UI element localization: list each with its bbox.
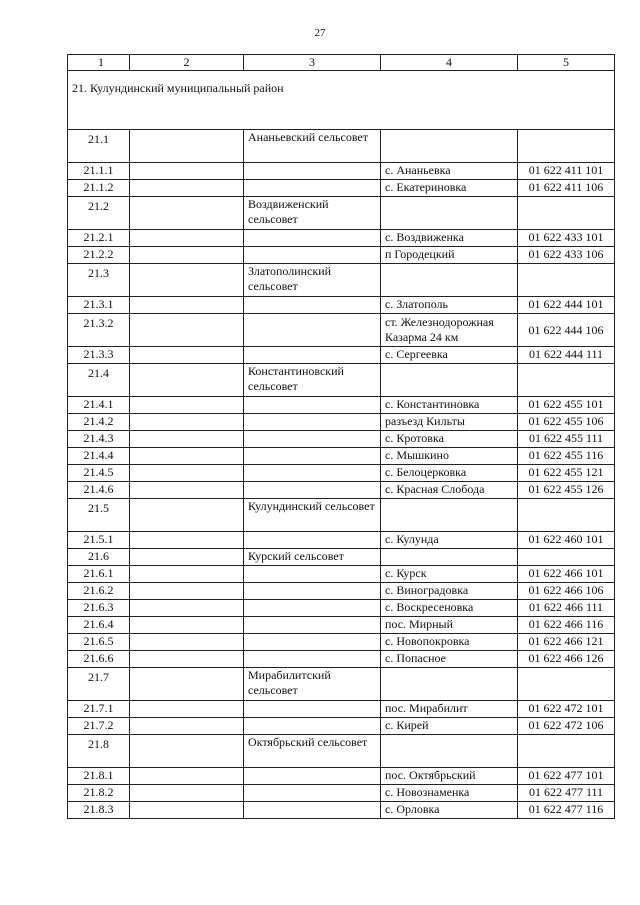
table-row: [68, 549, 615, 566]
council-name: [244, 532, 381, 549]
okato-code: 01 622 466 106: [518, 583, 615, 600]
table-row: [68, 230, 615, 247]
settlement-name: [381, 364, 518, 397]
row-number: 21.8.3: [68, 802, 130, 819]
okato-code: 01 622 455 106: [518, 414, 615, 431]
row-number: 21.6.2: [68, 583, 130, 600]
table-row: [68, 566, 615, 583]
blank-cell: [130, 264, 244, 297]
table-row: [68, 499, 615, 532]
row-number: 21.1.1: [68, 163, 130, 180]
blank-cell: [130, 163, 244, 180]
okato-code: 01 622 455 126: [518, 482, 615, 499]
council-name: [244, 802, 381, 819]
table-row: [68, 617, 615, 634]
blank-cell: [130, 718, 244, 735]
council-name: [244, 785, 381, 802]
council-name: [244, 583, 381, 600]
okato-code: 01 622 433 101: [518, 230, 615, 247]
settlement-name: пос. Мирабилит: [381, 701, 518, 718]
page-number: 27: [314, 27, 326, 39]
council-name: [244, 347, 381, 364]
blank-cell: [130, 549, 244, 566]
council-name: [244, 314, 381, 347]
blank-cell: [130, 651, 244, 668]
row-number: 21.2.1: [68, 230, 130, 247]
council-name: [244, 465, 381, 482]
okato-code: [518, 197, 615, 230]
row-number: 21.1: [68, 130, 130, 163]
council-name: Златополинский сельсовет: [244, 264, 381, 297]
row-number: 21.8.1: [68, 768, 130, 785]
okato-code: 01 622 472 101: [518, 701, 615, 718]
council-name: Кулундинский сельсовет: [244, 499, 381, 532]
blank-cell: [130, 247, 244, 264]
blank-cell: [130, 465, 244, 482]
row-number: 21.7: [68, 668, 130, 701]
blank-cell: [130, 314, 244, 347]
row-number: 21.8.2: [68, 785, 130, 802]
column-header-2: 2: [130, 55, 244, 71]
blank-cell: [130, 414, 244, 431]
table-row: [68, 532, 615, 549]
row-number: 21.3.3: [68, 347, 130, 364]
settlement-name: с. Воскресеновка: [381, 600, 518, 617]
row-number: 21.6.3: [68, 600, 130, 617]
settlement-name: с. Мышкино: [381, 448, 518, 465]
okato-code: 01 622 477 111: [518, 785, 615, 802]
row-number: 21.6.5: [68, 634, 130, 651]
row-number: 21.5: [68, 499, 130, 532]
table-row: [68, 364, 615, 397]
council-name: [244, 180, 381, 197]
okato-code: 01 622 466 111: [518, 600, 615, 617]
column-header-3: 3: [244, 55, 381, 71]
table-row: [68, 297, 615, 314]
okato-code: [518, 264, 615, 297]
okato-code: 01 622 433 106: [518, 247, 615, 264]
table-row: [68, 465, 615, 482]
council-name: Воздвиженский сельсовет: [244, 197, 381, 230]
row-number: 21.3.2: [68, 314, 130, 347]
table-row: [68, 768, 615, 785]
council-name: Константиновский сельсовет: [244, 364, 381, 397]
blank-cell: [130, 397, 244, 414]
okato-code: 01 622 466 121: [518, 634, 615, 651]
settlement-name: с. Новопокровка: [381, 634, 518, 651]
settlement-name: с. Ананьевка: [381, 163, 518, 180]
council-name: [244, 247, 381, 264]
column-header-4: 4: [381, 55, 518, 71]
table-row: [68, 785, 615, 802]
settlement-name: с. Сергеевка: [381, 347, 518, 364]
settlement-name: с. Воздвиженка: [381, 230, 518, 247]
table-header-row: [68, 55, 615, 71]
okato-code: 01 622 411 106: [518, 180, 615, 197]
council-name: Ананьевский сельсовет: [244, 130, 381, 163]
settlement-name: с. Кротовка: [381, 431, 518, 448]
okato-code: 01 622 472 106: [518, 718, 615, 735]
blank-cell: [130, 634, 244, 651]
settlement-name: с. Новознаменка: [381, 785, 518, 802]
okato-code: 01 622 455 111: [518, 431, 615, 448]
settlement-name: [381, 549, 518, 566]
row-number: 21.4.1: [68, 397, 130, 414]
row-number: 21.6.1: [68, 566, 130, 583]
row-number: 21.3: [68, 264, 130, 297]
row-number: 21.4: [68, 364, 130, 397]
council-name: [244, 718, 381, 735]
row-number: 21.4.2: [68, 414, 130, 431]
okato-code: 01 622 444 106: [518, 314, 615, 347]
table-row: [68, 448, 615, 465]
blank-cell: [130, 600, 244, 617]
council-name: [244, 448, 381, 465]
blank-cell: [130, 230, 244, 247]
council-name: [244, 768, 381, 785]
blank-cell: [130, 197, 244, 230]
blank-cell: [130, 482, 244, 499]
row-number: 21.4.6: [68, 482, 130, 499]
council-name: [244, 482, 381, 499]
okato-code: 01 622 455 116: [518, 448, 615, 465]
blank-cell: [130, 499, 244, 532]
column-header-5: 5: [518, 55, 615, 71]
table-row: [68, 314, 615, 347]
section-row: [68, 71, 615, 130]
okato-code: 01 622 444 111: [518, 347, 615, 364]
council-name: Мирабилитский сельсовет: [244, 668, 381, 701]
council-name: [244, 701, 381, 718]
table-row: [68, 701, 615, 718]
council-name: Октябрьский сельсовет: [244, 735, 381, 768]
table-row: [68, 264, 615, 297]
settlement-name: с. Белоцерковка: [381, 465, 518, 482]
row-number: 21.1.2: [68, 180, 130, 197]
okato-code: 01 622 411 101: [518, 163, 615, 180]
table-row: [68, 718, 615, 735]
okato-code: 01 622 477 101: [518, 768, 615, 785]
council-name: Курский сельсовет: [244, 549, 381, 566]
row-number: 21.2.2: [68, 247, 130, 264]
blank-cell: [130, 617, 244, 634]
settlement-name: с. Кулунда: [381, 532, 518, 549]
row-number: 21.6: [68, 549, 130, 566]
table-row: [68, 397, 615, 414]
blank-cell: [130, 701, 244, 718]
settlement-name: разъезд Кильты: [381, 414, 518, 431]
okato-code: [518, 549, 615, 566]
table-row: [68, 634, 615, 651]
table-row: [68, 130, 615, 163]
settlement-name: ст. Железнодорожная Казарма 24 км: [381, 314, 518, 347]
table-body: [68, 71, 615, 819]
council-name: [244, 651, 381, 668]
row-number: 21.2: [68, 197, 130, 230]
council-name: [244, 414, 381, 431]
row-number: 21.5.1: [68, 532, 130, 549]
row-number: 21.8: [68, 735, 130, 768]
blank-cell: [130, 566, 244, 583]
blank-cell: [130, 802, 244, 819]
blank-cell: [130, 768, 244, 785]
okato-code: 01 622 477 116: [518, 802, 615, 819]
settlement-name: с. Константиновка: [381, 397, 518, 414]
blank-cell: [130, 785, 244, 802]
okato-code: 01 622 466 101: [518, 566, 615, 583]
settlement-name: с. Виноградовка: [381, 583, 518, 600]
settlement-name: с. Курск: [381, 566, 518, 583]
blank-cell: [130, 532, 244, 549]
settlement-name: с. Орловка: [381, 802, 518, 819]
row-number: 21.7.2: [68, 718, 130, 735]
row-number: 21.4.4: [68, 448, 130, 465]
settlement-name: [381, 735, 518, 768]
council-name: [244, 397, 381, 414]
settlement-name: с. Красная Слобода: [381, 482, 518, 499]
table-row: [68, 180, 615, 197]
council-name: [244, 431, 381, 448]
okato-code: [518, 668, 615, 701]
blank-cell: [130, 180, 244, 197]
settlement-name: [381, 264, 518, 297]
table-row: [68, 431, 615, 448]
okato-code: [518, 735, 615, 768]
table-row: [68, 735, 615, 768]
settlement-name: с. Кирей: [381, 718, 518, 735]
council-name: [244, 634, 381, 651]
table-row: [68, 651, 615, 668]
settlement-name: с. Златополь: [381, 297, 518, 314]
table-row: [68, 247, 615, 264]
okato-code: 01 622 455 101: [518, 397, 615, 414]
council-name: [244, 163, 381, 180]
table-row: [68, 482, 615, 499]
council-name: [244, 617, 381, 634]
okato-code: 01 622 444 101: [518, 297, 615, 314]
table-row: [68, 347, 615, 364]
settlement-name: [381, 197, 518, 230]
blank-cell: [130, 297, 244, 314]
okato-table: [67, 54, 615, 819]
okato-code: [518, 364, 615, 397]
settlement-name: п Городецкий: [381, 247, 518, 264]
table-row: [68, 583, 615, 600]
settlement-name: с. Екатериновка: [381, 180, 518, 197]
table-row: [68, 163, 615, 180]
okato-code: 01 622 460 101: [518, 532, 615, 549]
table-row: [68, 668, 615, 701]
row-number: 21.7.1: [68, 701, 130, 718]
okato-code: 01 622 466 126: [518, 651, 615, 668]
blank-cell: [130, 431, 244, 448]
settlement-name: [381, 130, 518, 163]
row-number: 21.4.3: [68, 431, 130, 448]
row-number: 21.6.6: [68, 651, 130, 668]
settlement-name: пос. Мирный: [381, 617, 518, 634]
okato-code: 01 622 466 116: [518, 617, 615, 634]
settlement-name: [381, 668, 518, 701]
table-row: [68, 802, 615, 819]
okato-code: [518, 499, 615, 532]
column-header-1: 1: [68, 55, 130, 71]
row-number: 21.4.5: [68, 465, 130, 482]
settlement-name: пос. Октябрьский: [381, 768, 518, 785]
okato-code: [518, 130, 615, 163]
blank-cell: [130, 364, 244, 397]
blank-cell: [130, 130, 244, 163]
settlement-name: с. Попасное: [381, 651, 518, 668]
settlement-name: [381, 499, 518, 532]
council-name: [244, 297, 381, 314]
blank-cell: [130, 668, 244, 701]
council-name: [244, 600, 381, 617]
council-name: [244, 230, 381, 247]
table-row: [68, 197, 615, 230]
table-row: [68, 414, 615, 431]
council-name: [244, 566, 381, 583]
row-number: 21.3.1: [68, 297, 130, 314]
blank-cell: [130, 583, 244, 600]
blank-cell: [130, 347, 244, 364]
row-number: 21.6.4: [68, 617, 130, 634]
section-title: 21. Кулундинский муниципальный район: [68, 71, 615, 130]
blank-cell: [130, 735, 244, 768]
blank-cell: [130, 448, 244, 465]
okato-code: 01 622 455 121: [518, 465, 615, 482]
table-row: [68, 600, 615, 617]
